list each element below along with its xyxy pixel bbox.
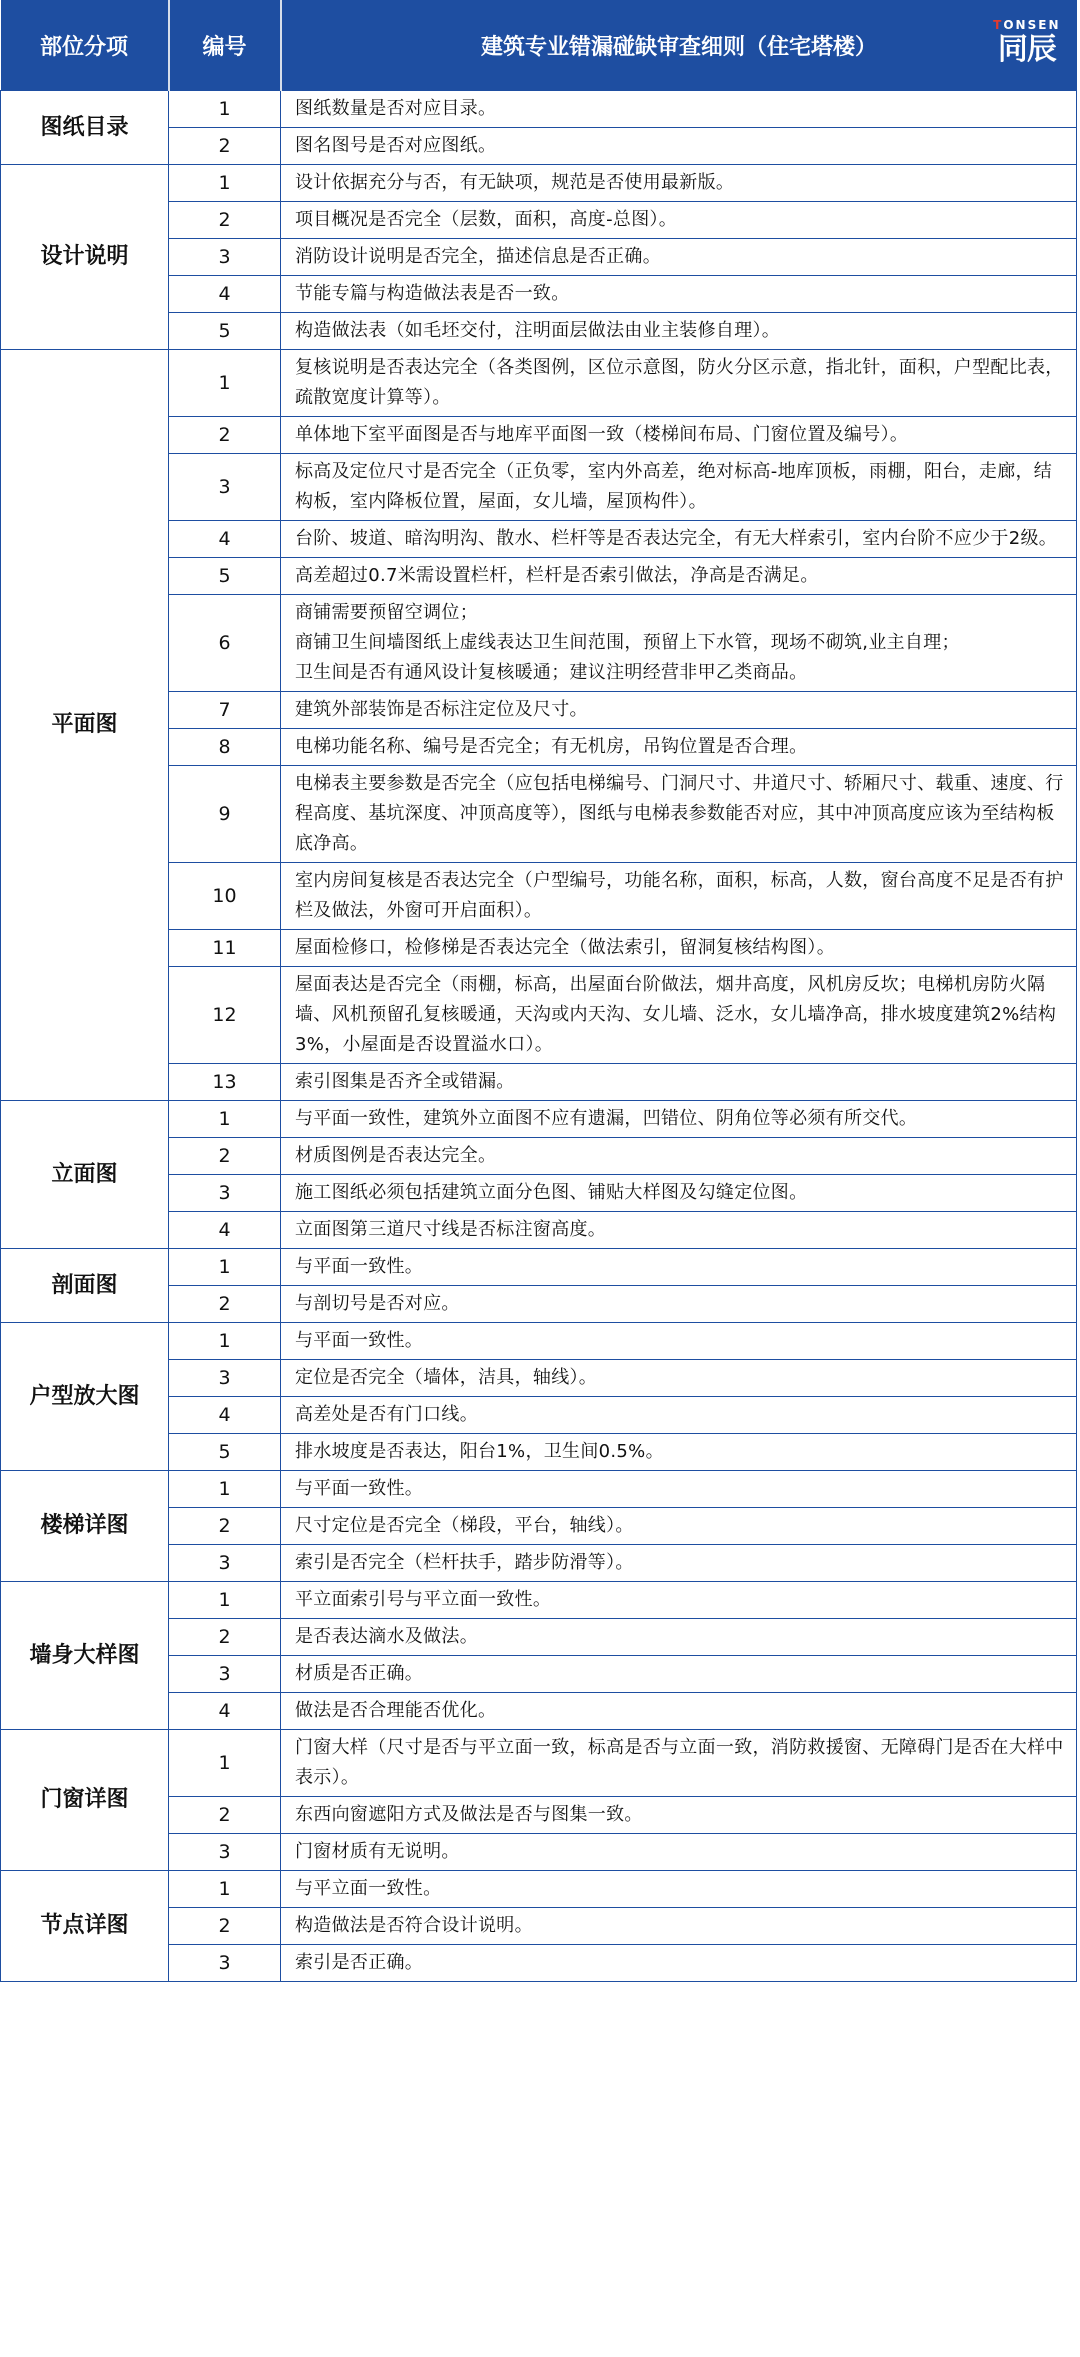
item-text: 索引图集是否齐全或错漏。 xyxy=(281,1064,1077,1101)
table-row xyxy=(1,1582,1077,1619)
table-row xyxy=(1,1730,1077,1797)
item-text: 电梯功能名称、编号是否完全；有无机房，吊钩位置是否合理。 xyxy=(281,729,1077,766)
item-number: 1 xyxy=(169,1471,281,1508)
item-text: 屋面表达是否完全（雨棚，标高，出屋面台阶做法，烟井高度，风机房反坎；电梯机房防火隔墙、风机预留孔复核暖通，天沟或内天沟、女儿墙、泛水，女儿墙净高，排水坡度建筑2%结构3%，小屋面是否设置溢水口）。 xyxy=(281,967,1077,1064)
item-text: 材质图例是否表达完全。 xyxy=(281,1138,1077,1175)
item-text: 与平面一致性。 xyxy=(281,1471,1077,1508)
item-number: 3 xyxy=(169,1945,281,1982)
item-text: 与平面一致性。 xyxy=(281,1249,1077,1286)
item-text: 单体地下室平面图是否与地库平面图一致（楼梯间布局、门窗位置及编号）。 xyxy=(281,417,1077,454)
item-text: 门窗材质有无说明。 xyxy=(281,1834,1077,1871)
item-text: 是否表达滴水及做法。 xyxy=(281,1619,1077,1656)
item-number: 1 xyxy=(169,1730,281,1797)
item-text: 电梯表主要参数是否完全（应包括电梯编号、门洞尺寸、井道尺寸、轿厢尺寸、载重、速度、行程高度、基坑深度、冲顶高度等），图纸与电梯表参数能否对应，其中冲顶高度应该为至结构板底净高。 xyxy=(281,766,1077,863)
section-name: 平面图 xyxy=(1,350,169,1101)
item-text: 与平立面一致性。 xyxy=(281,1871,1077,1908)
logo-cn: 同辰 xyxy=(997,32,1056,67)
item-text: 构造做法表（如毛坯交付，注明面层做法由业主装修自理）。 xyxy=(281,313,1077,350)
item-number: 2 xyxy=(169,1908,281,1945)
item-number: 2 xyxy=(169,1797,281,1834)
item-text: 材质是否正确。 xyxy=(281,1656,1077,1693)
item-number: 10 xyxy=(169,863,281,930)
tonsen-logo xyxy=(993,18,1060,68)
item-text: 索引是否正确。 xyxy=(281,1945,1077,1982)
section-name: 墙身大样图 xyxy=(1,1582,169,1730)
item-number: 13 xyxy=(169,1064,281,1101)
item-text: 东西向窗遮阳方式及做法是否与图集一致。 xyxy=(281,1797,1077,1834)
section-name: 图纸目录 xyxy=(1,91,169,165)
item-text: 标高及定位尺寸是否完全（正负零，室内外高差，绝对标高-地库顶板，雨棚，阳台，走廊，结构板，室内降板位置，屋面，女儿墙，屋顶构件）。 xyxy=(281,454,1077,521)
item-text: 图纸数量是否对应目录。 xyxy=(281,91,1077,128)
section-name: 节点详图 xyxy=(1,1871,169,1982)
table-row xyxy=(1,91,1077,128)
item-number: 3 xyxy=(169,1834,281,1871)
section-name: 剖面图 xyxy=(1,1249,169,1323)
item-text: 平立面索引号与平立面一致性。 xyxy=(281,1582,1077,1619)
item-number: 5 xyxy=(169,558,281,595)
item-text: 屋面检修口，检修梯是否表达完全（做法索引，留洞复核结构图）。 xyxy=(281,930,1077,967)
item-number: 7 xyxy=(169,692,281,729)
table-row xyxy=(1,1471,1077,1508)
table-row xyxy=(1,1871,1077,1908)
item-number: 2 xyxy=(169,417,281,454)
item-number: 3 xyxy=(169,1656,281,1693)
item-number: 2 xyxy=(169,1286,281,1323)
header-number: 编号 xyxy=(169,0,281,91)
item-text: 高差处是否有门口线。 xyxy=(281,1397,1077,1434)
item-number: 2 xyxy=(169,1508,281,1545)
section-name: 设计说明 xyxy=(1,165,169,350)
item-number: 2 xyxy=(169,202,281,239)
item-number: 1 xyxy=(169,350,281,417)
section-name: 立面图 xyxy=(1,1101,169,1249)
item-text: 排水坡度是否表达，阳台1%，卫生间0.5%。 xyxy=(281,1434,1077,1471)
item-number: 3 xyxy=(169,1175,281,1212)
item-number: 4 xyxy=(169,1693,281,1730)
item-number: 1 xyxy=(169,1582,281,1619)
item-number: 2 xyxy=(169,1619,281,1656)
item-number: 11 xyxy=(169,930,281,967)
item-number: 1 xyxy=(169,1871,281,1908)
item-text: 复核说明是否表达完全（各类图例，区位示意图，防火分区示意，指北针，面积，户型配比表，疏散宽度计算等）。 xyxy=(281,350,1077,417)
table-row xyxy=(1,350,1077,417)
table-row xyxy=(1,1323,1077,1360)
item-text: 商铺需要预留空调位； 商铺卫生间墙图纸上虚线表达卫生间范围，预留上下水管，现场不砌筑,业主自理； 卫生间是否有通风设计复核暖通；建议注明经营非甲乙类商品。 xyxy=(281,595,1077,692)
item-number: 1 xyxy=(169,165,281,202)
item-number: 3 xyxy=(169,1545,281,1582)
item-text: 图名图号是否对应图纸。 xyxy=(281,128,1077,165)
item-number: 2 xyxy=(169,1138,281,1175)
item-number: 4 xyxy=(169,1212,281,1249)
logo-en xyxy=(993,18,1060,32)
section-name: 门窗详图 xyxy=(1,1730,169,1871)
item-number: 4 xyxy=(169,521,281,558)
table-header xyxy=(1,0,1077,91)
item-number: 1 xyxy=(169,91,281,128)
item-text: 台阶、坡道、暗沟明沟、散水、栏杆等是否表达完全，有无大样索引，室内台阶不应少于2级。 xyxy=(281,521,1077,558)
header-rules-title: 建筑专业错漏碰缺审查细则（住宅塔楼） xyxy=(480,34,877,60)
item-number: 1 xyxy=(169,1101,281,1138)
section-name: 楼梯详图 xyxy=(1,1471,169,1582)
item-number: 1 xyxy=(169,1323,281,1360)
item-number: 3 xyxy=(169,239,281,276)
logo-en-red: T xyxy=(993,18,1004,32)
item-text: 消防设计说明是否完全，描述信息是否正确。 xyxy=(281,239,1077,276)
item-text: 室内房间复核是否表达完全（户型编号，功能名称，面积，标高，人数，窗台高度不足是否有护栏及做法，外窗可开启面积）。 xyxy=(281,863,1077,930)
item-number: 3 xyxy=(169,1360,281,1397)
logo-en-rest: ONSEN xyxy=(1003,18,1061,32)
table-body xyxy=(1,91,1077,1982)
item-text: 与剖切号是否对应。 xyxy=(281,1286,1077,1323)
item-text: 索引是否完全（栏杆扶手，踏步防滑等）。 xyxy=(281,1545,1077,1582)
item-number: 5 xyxy=(169,313,281,350)
item-text: 与平面一致性，建筑外立面图不应有遗漏，凹错位、阴角位等必须有所交代。 xyxy=(281,1101,1077,1138)
item-text: 高差超过0.7米需设置栏杆，栏杆是否索引做法，净高是否满足。 xyxy=(281,558,1077,595)
item-text: 定位是否完全（墙体，洁具，轴线）。 xyxy=(281,1360,1077,1397)
item-number: 2 xyxy=(169,128,281,165)
item-text: 建筑外部装饰是否标注定位及尺寸。 xyxy=(281,692,1077,729)
item-text: 项目概况是否完全（层数，面积，高度-总图）。 xyxy=(281,202,1077,239)
item-text: 门窗大样（尺寸是否与平立面一致，标高是否与立面一致，消防救援窗、无障碍门是否在大样中表示）。 xyxy=(281,1730,1077,1797)
item-text: 做法是否合理能否优化。 xyxy=(281,1693,1077,1730)
item-text: 与平面一致性。 xyxy=(281,1323,1077,1360)
item-number: 5 xyxy=(169,1434,281,1471)
item-text: 施工图纸必须包括建筑立面分色图、铺贴大样图及勾缝定位图。 xyxy=(281,1175,1077,1212)
item-number: 3 xyxy=(169,454,281,521)
item-text: 立面图第三道尺寸线是否标注窗高度。 xyxy=(281,1212,1077,1249)
item-number: 4 xyxy=(169,276,281,313)
item-number: 8 xyxy=(169,729,281,766)
item-number: 9 xyxy=(169,766,281,863)
item-text: 构造做法是否符合设计说明。 xyxy=(281,1908,1077,1945)
item-number: 4 xyxy=(169,1397,281,1434)
item-text: 设计依据充分与否，有无缺项，规范是否使用最新版。 xyxy=(281,165,1077,202)
header-section: 部位分项 xyxy=(1,0,169,91)
table-row xyxy=(1,1101,1077,1138)
table-row xyxy=(1,1249,1077,1286)
section-name: 户型放大图 xyxy=(1,1323,169,1471)
item-number: 6 xyxy=(169,595,281,692)
item-text: 节能专篇与构造做法表是否一致。 xyxy=(281,276,1077,313)
header-rules xyxy=(281,0,1077,91)
item-text: 尺寸定位是否完全（梯段，平台，轴线）。 xyxy=(281,1508,1077,1545)
item-number: 1 xyxy=(169,1249,281,1286)
table-row xyxy=(1,165,1077,202)
item-number: 12 xyxy=(169,967,281,1064)
